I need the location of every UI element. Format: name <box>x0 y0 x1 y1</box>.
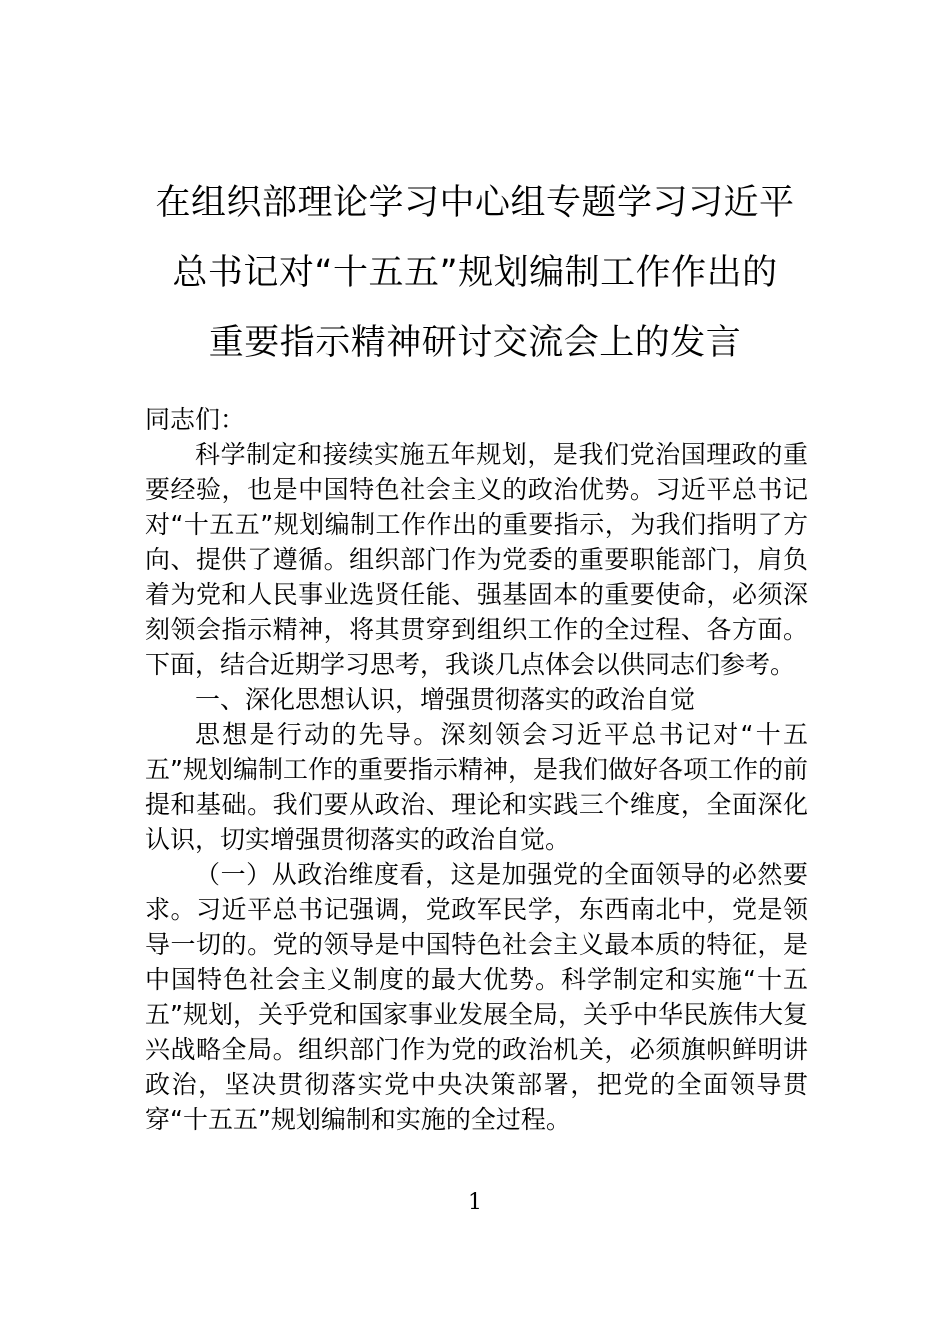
paragraph-section-1: 思想是行动的先导。深刻领会习近平总书记对“十五五”规划编制工作的重要指示精神，是我们做好各项工作的前提和基础。我们要从政治、理论和实践三个维度，全面深化认识，切实增强贯彻落实的政治自觉。 <box>145 720 808 854</box>
document-title <box>120 168 830 378</box>
paragraph-intro: 科学制定和接续实施五年规划，是我们党治国理政的重要经验，也是中国特色社会主义的政治优势。习近平总书记对“十五五”规划编制工作作出的重要指示，为我们指明了方向、提供了遵循。组织部门作为党委的重要职能部门，肩负着为党和人民事业选贤任能、强基固本的重要使命，必须深刻领会指示精神，将其贯穿到组织工作的全过程、各方面。下面，结合近期学习思考，我谈几点体会以供同志们参考。 <box>145 440 808 679</box>
document-body <box>145 402 808 1137</box>
title-line-2: 总书记对“十五五”规划编制工作作出的 <box>172 253 778 293</box>
section-heading-1: 一、深化思想认识，增强贯彻落实的政治自觉 <box>195 685 696 714</box>
page-number: 1 <box>468 1190 482 1215</box>
salutation: 同志们： <box>145 405 246 434</box>
title-line-1: 在组织部理论学习中心组专题学习习近平 <box>155 183 795 223</box>
title-line-3: 重要指示精神研讨交流会上的发言 <box>208 323 742 363</box>
paragraph-subsection-1: （一）从政治维度看，这是加强党的全面领导的必然要求。习近平总书记强调，党政军民学，东西南北中，党是领导一切的。党的领导是中国特色社会主义最本质的特征，是中国特色社会主义制度的最大优势。科学制定和实施“十五五”规划，关乎党和国家事业发展全局，关乎中华民族伟大复兴战略全局。组织部门作为党的政治机关，必须旗帜鲜明讲政治，坚决贯彻落实党中央决策部署，把党的全面领导贯穿“十五五”规划编制和实施的全过程。 <box>145 860 808 1134</box>
